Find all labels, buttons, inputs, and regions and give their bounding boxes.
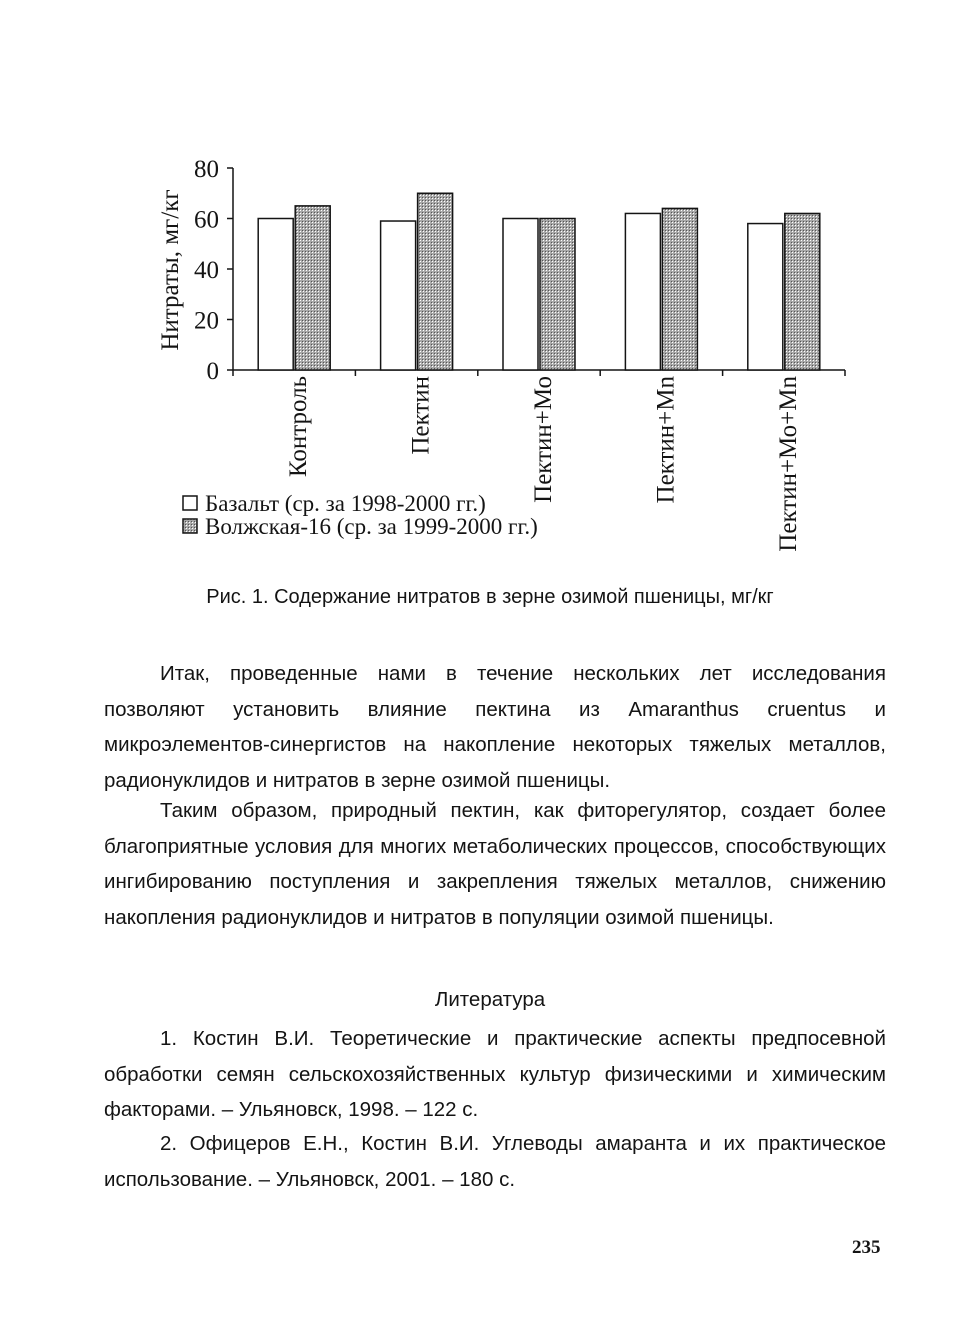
y-axis-label: Нитраты, мг/кг	[157, 189, 184, 351]
paragraph-1: Итак, проведенные нами в течение нескольких лет исследования позволяют установить влияние пектина из Amaranthus cruentus и микроэлементов-синергистов на накопление некоторых тяжелых металлов, радионуклидов и нитратов в зерне озимой пшеницы.	[104, 662, 886, 792]
legend	[183, 491, 538, 539]
chart-bars	[258, 193, 820, 370]
legend-label-volzhskaya: Волжская-16 (ср. за 1999-2000 гг.)	[205, 514, 538, 539]
legend-label-bazalt: Базальт (ср. за 1998-2000 гг.)	[205, 491, 486, 516]
category-label: Пектин+Мо	[530, 376, 557, 503]
y-tick-label: 0	[206, 358, 219, 385]
bar-bazalt	[748, 224, 783, 370]
category-label: Пектин+Мn	[652, 376, 680, 504]
nitrate-bar-chart	[0, 0, 980, 580]
bar-volzhskaya	[295, 206, 330, 370]
bar-volzhskaya	[662, 208, 697, 370]
y-tick-label: 20	[194, 307, 219, 335]
legend-swatch-volzhskaya	[183, 519, 197, 533]
bar-bazalt	[381, 221, 416, 370]
y-tick-labels	[194, 156, 219, 385]
legend-swatch-bazalt	[183, 496, 197, 510]
bar-volzhskaya	[418, 193, 453, 370]
bar-bazalt	[625, 213, 660, 370]
y-tick-label: 80	[194, 156, 219, 183]
bar-bazalt	[258, 219, 293, 371]
y-tick-label: 60	[194, 206, 219, 234]
reference-2: 2. Офицеров Е.Н., Костин В.И. Углеводы амаранта и их практическое использование. – Ульяновск, 2001. – 180 с.	[104, 1132, 886, 1191]
category-label: Контроль	[285, 376, 313, 478]
bar-bazalt	[503, 219, 538, 371]
bar-volzhskaya	[540, 219, 575, 371]
category-label: Пектин+Мо+Мn	[774, 376, 802, 552]
figure-caption: Рис. 1. Содержание нитратов в зерне озимой пшеницы, мг/кг	[206, 586, 774, 608]
y-tick-label: 40	[194, 257, 219, 284]
paragraph-2: Таким образом, природный пектин, как фиторегулятор, создает более благоприятные условия для многих метаболических процессов, способствующих ингибированию поступления и закрепления тяжелых металлов, снижению накопления радионуклидов и нитратов в популяции озимой пшеницы.	[104, 799, 886, 929]
reference-1: 1. Костин В.И. Теоретические и практические аспекты предпосевной обработки семян сельскохозяйственных культур физическими и химическим факторами. – Ульяновск, 1998. – 122 с.	[104, 1027, 886, 1121]
references-heading: Литература	[434, 988, 546, 1011]
category-label: Пектин	[407, 376, 435, 455]
bar-volzhskaya	[785, 213, 820, 370]
page-number: 235	[852, 1237, 881, 1258]
